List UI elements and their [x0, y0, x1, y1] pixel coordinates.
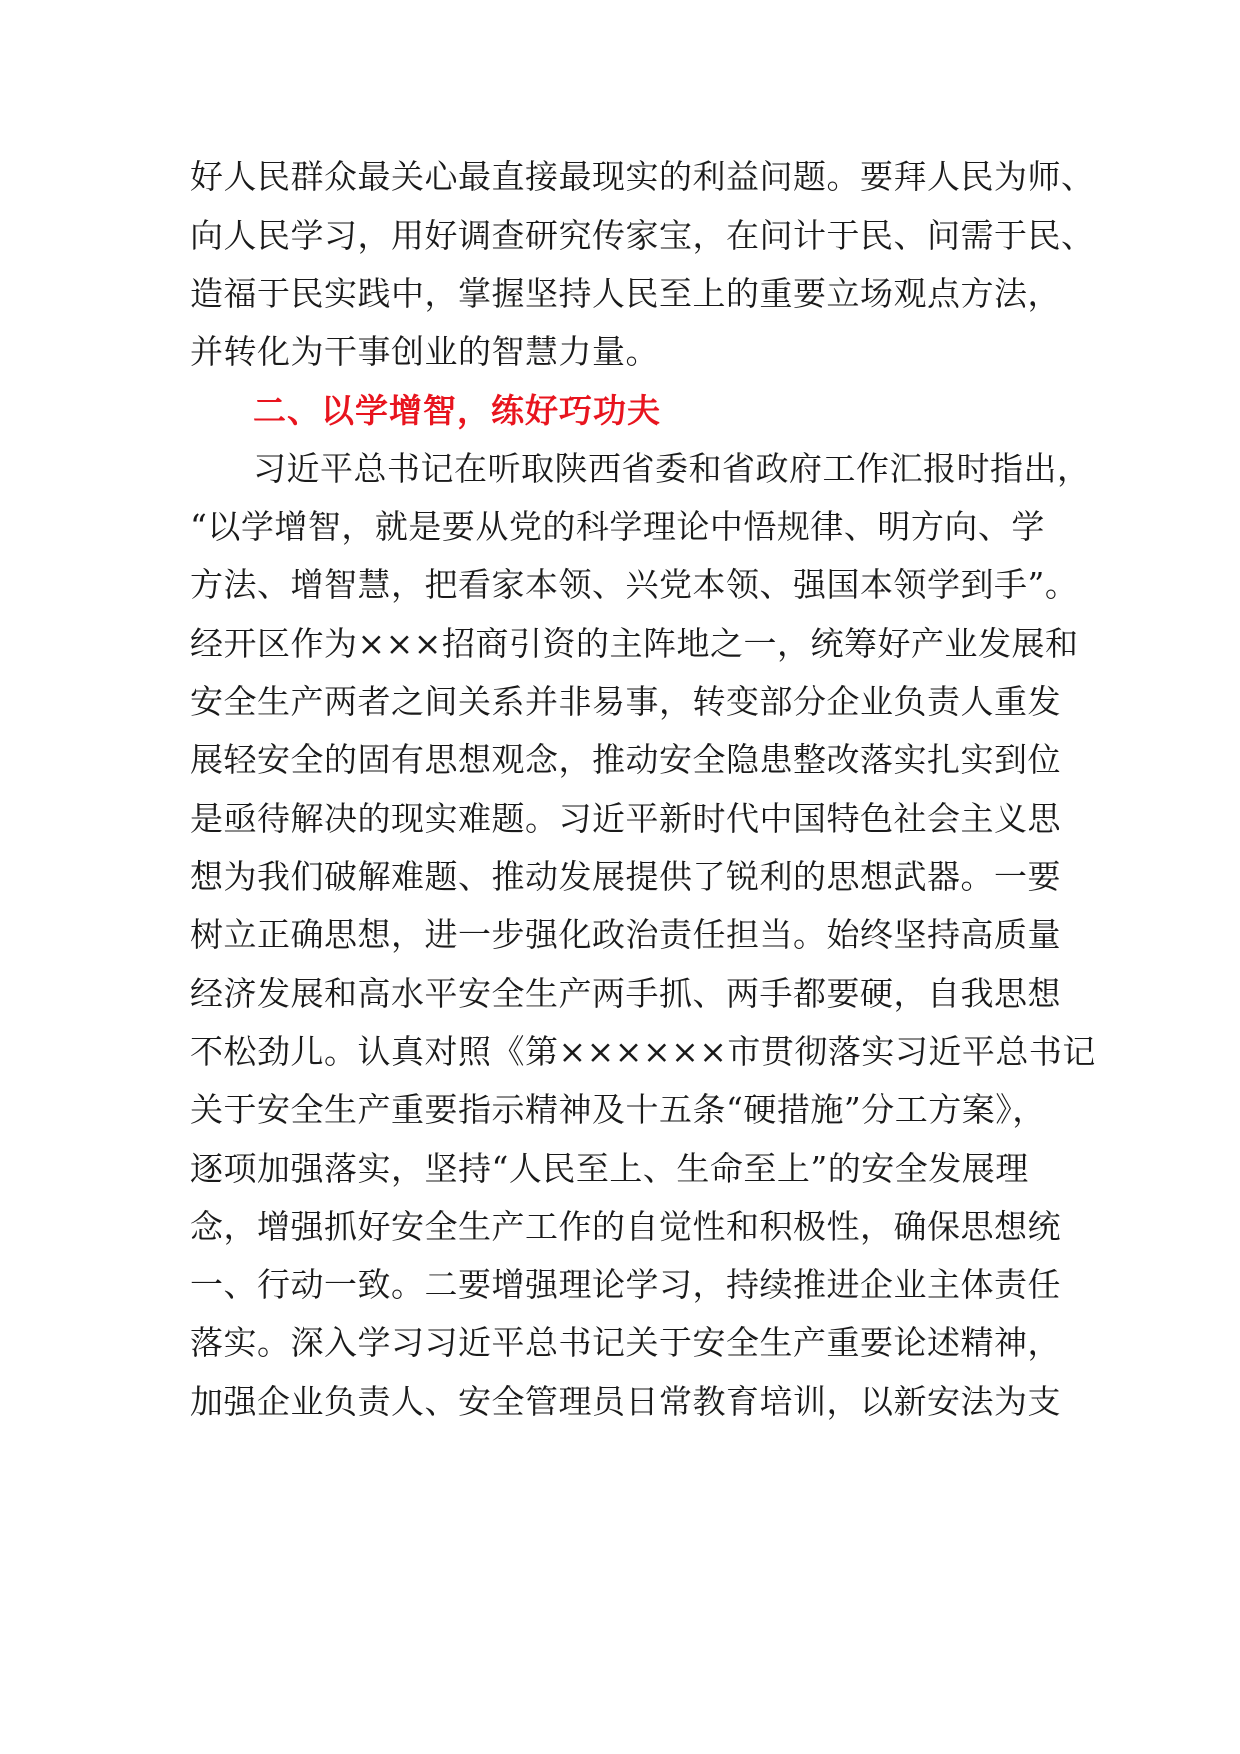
- body-text-line: 想为我们破解难题、推动发展提供了锐利的思想武器。一要: [190, 857, 1061, 896]
- body-text-line: 造福于民实践中，掌握坚持人民至上的重要立场观点方法，: [190, 274, 1061, 313]
- body-text-line: 不松劲儿。认真对照《第××××××市贯彻落实习近平总书记: [190, 1032, 1096, 1071]
- body-text-line: “以学增智，就是要从党的科学理论中悟规律、明方向、学: [190, 507, 1045, 546]
- body-text-line: 展轻安全的固有思想观念，推动安全隐患整改落实扎实到位: [190, 740, 1061, 779]
- body-text-line: 并转化为干事创业的智慧力量。: [190, 332, 659, 371]
- body-text-line: 向人民学习，用好调查研究传家宝，在问计于民、问需于民、: [190, 216, 1095, 255]
- body-text-line: 是亟待解决的现实难题。习近平新时代中国特色社会主义思: [190, 799, 1061, 838]
- body-text-line: 经开区作为×××招商引资的主阵地之一，统筹好产业发展和: [190, 624, 1079, 663]
- body-text-line: 关于安全生产重要指示精神及十五条“硬措施”分工方案》，: [190, 1090, 1046, 1129]
- body-text-line: 好人民群众最关心最直接最现实的利益问题。要拜人民为师、: [190, 157, 1095, 196]
- body-text-line: 树立正确思想，进一步强化政治责任担当。始终坚持高质量: [190, 915, 1061, 954]
- body-text-line: 加强企业负责人、安全管理员日常教育培训，以新安法为支: [190, 1382, 1061, 1421]
- section-heading: 二、以学增智，练好巧功夫: [253, 391, 661, 430]
- body-text-line: 一、行动一致。二要增强理论学习，持续推进企业主体责任: [190, 1265, 1061, 1304]
- body-text-line: 经济发展和高水平安全生产两手抓、两手都要硬，自我思想: [190, 974, 1061, 1013]
- body-text-line: 落实。深入学习习近平总书记关于安全生产重要论述精神，: [190, 1323, 1061, 1362]
- body-text-line: 逐项加强落实，坚持“人民至上、生命至上”的安全发展理: [190, 1149, 1029, 1188]
- body-text-line: 安全生产两者之间关系并非易事，转变部分企业负责人重发: [190, 682, 1061, 721]
- body-text-line: 方法、增智慧，把看家本领、兴党本领、强国本领学到手”。: [190, 565, 1079, 604]
- body-text-line: 习近平总书记在听取陕西省委和省政府工作汇报时指出，: [253, 449, 1091, 488]
- body-text-line: 念，增强抓好安全生产工作的自觉性和积极性，确保思想统: [190, 1207, 1061, 1246]
